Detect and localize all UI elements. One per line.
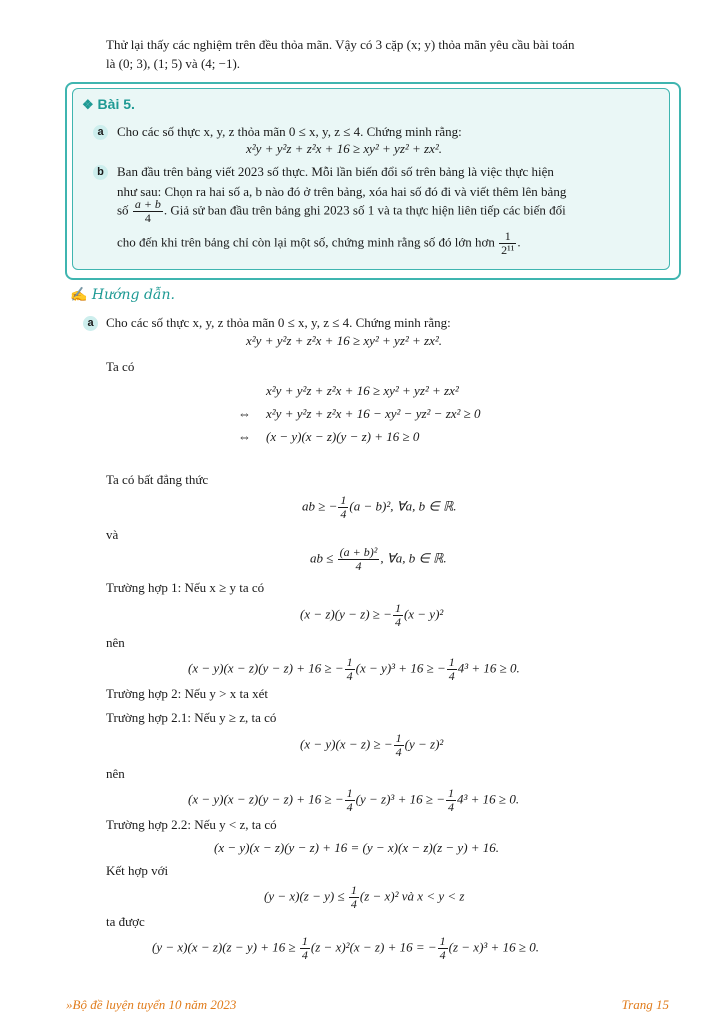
nen-1: nên	[106, 635, 125, 650]
part-a-badge: a	[93, 125, 108, 140]
ineq-1-post: (a − b)², ∀a, b ∈ ℝ.	[349, 498, 457, 514]
final-a: (y − x)(x − z)(z − y) + 16 ≥	[152, 939, 296, 955]
ineq-1	[302, 494, 457, 521]
ineq-2	[310, 546, 447, 573]
ineq-1-pre: ab ≥ −	[302, 498, 338, 514]
pencil-icon: ✍	[70, 287, 88, 303]
final-result	[152, 935, 539, 962]
fraction-a-plus-b-over-4	[133, 198, 163, 225]
case-1-text: Trường hợp 1: Nếu x ≥ y ta có	[106, 580, 265, 595]
fraction-1-over-2-11	[499, 230, 516, 257]
frac-one-quarter	[345, 656, 355, 683]
frac-den: 4	[439, 948, 446, 962]
part-b-badge: b	[93, 165, 108, 180]
case-1-result	[188, 656, 520, 683]
equiv-line-1: x²y + y²z + z²x + 16 ≥ xy² + yz² + zx²	[266, 383, 459, 398]
case-21-res-b: (y − z)³ + 16 ≥ −	[355, 791, 446, 807]
equiv-line-2: x²y + y²z + z²x + 16 − xy² − yz² − zx² ≥ 0	[266, 406, 481, 421]
frac-num: 1	[448, 655, 455, 669]
frac-num: (a + b)²	[339, 545, 378, 559]
final-c: (z − x)³ + 16 ≥ 0.	[448, 939, 539, 955]
frac-num: 1	[448, 786, 455, 800]
frac-one-quarter	[393, 602, 403, 629]
solution-a-badge: a	[83, 316, 98, 331]
case-1-eq-pre: (x − z)(y − z) ≥ −	[300, 606, 392, 622]
part-b-line-3-rest: . Giả sử ban đầu trên bảng ghi 2023 số 1 và ta thực hiện liên tiếp các biến đổi	[163, 202, 566, 218]
frac-one-quarter	[300, 935, 310, 962]
case-2-text: Trường hợp 2: Nếu y > x ta xét	[106, 686, 268, 701]
case-1-eq	[300, 602, 443, 629]
case-22-eq: (x − y)(x − z)(y − z) + 16 = (y − x)(x − z)(z − y) + 16.	[214, 840, 500, 855]
frac-one-quarter	[338, 494, 348, 521]
part-b-line-3	[117, 198, 667, 225]
frac-den: 4	[395, 745, 402, 759]
case-1-res-a: (x − y)(x − z)(y − z) + 16 ≥ −	[188, 660, 344, 676]
frac-den: 4	[448, 669, 455, 683]
equiv-symbol-3: ⇔	[238, 429, 251, 444]
frac-num: a + b	[134, 197, 161, 211]
ineq-2-post: , ∀a, b ∈ ℝ.	[380, 550, 447, 566]
part-b-so: số	[117, 202, 129, 218]
intro-line-1: Thử lại thấy các nghiệm trên đều thỏa mãn. Vậy có 3 cặp (x; y) thỏa mãn yêu cầu bài toán	[106, 37, 575, 52]
frac2-num: 1	[499, 230, 516, 244]
frac-num: 1	[346, 655, 353, 669]
part-a-formula: x²y + y²z + z²x + 16 ≥ xy² + yz² + zx².	[246, 141, 443, 156]
frac-num: 1	[350, 883, 357, 897]
part-b-line-4	[117, 230, 667, 257]
frac-den: 4	[340, 507, 347, 521]
part-b-line-4-text: cho đến khi trên bảng chỉ còn lại một số, chứng minh rằng số đó lớn hơn	[117, 234, 495, 250]
case-21-text: Trường hợp 2.1: Nếu y ≥ z, ta có	[106, 710, 277, 725]
combine-text: Kết hợp với	[106, 863, 169, 878]
footer-page-number: Trang 15	[621, 997, 669, 1012]
nen-2: nên	[106, 766, 125, 781]
frac-den: 4	[394, 615, 401, 629]
footer-book-title: »Bộ đề luyện tuyển 10 năm 2023	[66, 997, 237, 1012]
part-b-line-1: Ban đầu trên bảng viết 2023 số thực. Mỗi lần biến đổi số trên bảng là việc thực hiện	[117, 164, 554, 179]
frac-one-quarter	[447, 656, 457, 683]
case-21-res-a: (x − y)(x − z)(y − z) + 16 ≥ −	[188, 791, 344, 807]
frac-num: 1	[346, 786, 353, 800]
case-1-eq-post: (x − y)²	[403, 606, 444, 622]
frac-den: 4	[448, 800, 455, 814]
case-21-eq-pre: (x − y)(x − z) ≥ −	[300, 736, 393, 752]
solution-restate-formula: x²y + y²z + z²x + 16 ≥ xy² + yz² + zx².	[246, 333, 443, 348]
part-a-text: Cho các số thực x, y, z thỏa mãn 0 ≤ x, y, z ≤ 4. Chứng minh rằng:	[117, 124, 462, 139]
ineq-2-pre: ab ≤	[310, 550, 334, 566]
case-21-eq	[300, 732, 443, 759]
frac2-den: 2¹¹	[501, 243, 515, 257]
frac-den: 4	[355, 559, 362, 573]
case-22-text: Trường hợp 2.2: Nếu y < z, ta có	[106, 817, 277, 832]
part-b-end: .	[517, 234, 521, 250]
frac-num: 1	[394, 601, 401, 615]
equiv-line-3: (x − y)(x − z)(y − z) + 16 ≥ 0	[266, 429, 420, 444]
frac-num: 1	[340, 493, 347, 507]
frac-den: 4	[346, 669, 353, 683]
intro-line-2: là (0; 3), (1; 5) và (4; −1).	[106, 56, 241, 71]
combine-eq	[264, 884, 464, 911]
case-1-res-c: 4³ + 16 ≥ 0.	[457, 660, 520, 676]
frac-num: 1	[301, 934, 308, 948]
ta-co-1: Ta có	[106, 359, 135, 374]
guide-heading	[70, 287, 175, 303]
case-21-res-c: 4³ + 16 ≥ 0.	[457, 791, 520, 807]
va-text: và	[106, 527, 119, 542]
ineq-intro: Ta có bất đẳng thức	[106, 472, 209, 487]
case-1-res-b: (x − y)³ + 16 ≥ −	[355, 660, 446, 676]
equiv-symbol-2: ⇔	[238, 406, 251, 421]
result-intro: ta được	[106, 914, 145, 929]
frac-one-quarter	[349, 884, 359, 911]
frac-den: 4	[350, 897, 357, 911]
cubes-icon: ❖	[82, 97, 94, 112]
exercise-title	[82, 96, 135, 113]
frac-one-quarter	[345, 787, 355, 814]
frac-num: 1	[439, 934, 446, 948]
part-b-line-2: như sau: Chọn ra hai số a, b nào đó ở trên bảng, xóa hai số đó đi và viết thêm lên bảng	[117, 184, 567, 199]
frac-sum-squared-over-4	[338, 546, 380, 573]
combine-eq-pre: (y − x)(z − y) ≤	[264, 888, 345, 904]
frac-den: 4	[346, 800, 353, 814]
solution-restate: Cho các số thực x, y, z thỏa mãn 0 ≤ x, y, z ≤ 4. Chứng minh rằng:	[106, 315, 451, 330]
exercise-title-text: Bài 5.	[97, 96, 135, 112]
frac-one-quarter	[394, 732, 404, 759]
frac-one-quarter	[446, 787, 456, 814]
guide-label: Hướng dẫn.	[91, 287, 175, 303]
frac-one-quarter	[438, 935, 448, 962]
case-21-eq-post: (y − z)²	[404, 736, 444, 752]
frac-den: 4	[144, 211, 151, 225]
frac-num: 1	[395, 731, 402, 745]
frac-den: 4	[301, 948, 308, 962]
case-21-result	[188, 787, 519, 814]
combine-eq-post: (z − x)² và x < y < z	[359, 888, 465, 904]
final-b: (z − x)²(x − z) + 16 = −	[310, 939, 437, 955]
